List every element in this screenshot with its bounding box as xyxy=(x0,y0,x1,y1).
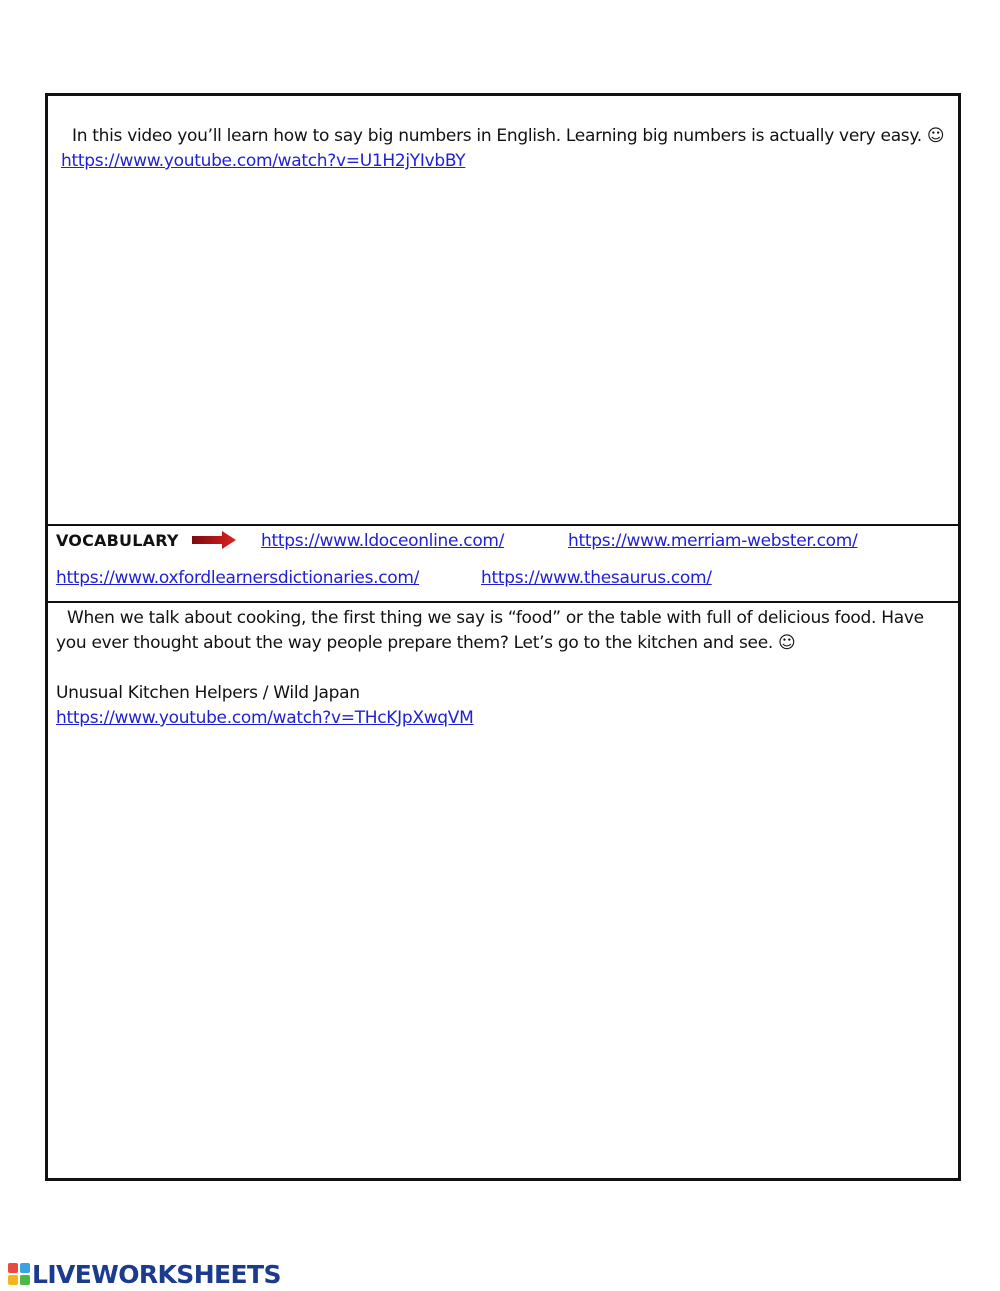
liveworksheets-logo-text: LIVEWORKSHEETS xyxy=(32,1259,281,1289)
vocabulary-label: VOCABULARY xyxy=(56,531,179,550)
cooking-paragraph-line-2: you ever thought about the way people prepare them? Let’s go to the kitchen and see. ☺ xyxy=(56,633,796,653)
cooking-paragraph-line-1: When we talk about cooking, the first thing we say is “food” or the table with full of delicious food. Have xyxy=(67,608,924,628)
thesaurus-link[interactable]: https://www.thesaurus.com/ xyxy=(481,568,712,588)
arrow-right-icon xyxy=(192,530,238,550)
cooking-video-link[interactable]: https://www.youtube.com/watch?v=THcKJpXwqVM xyxy=(56,708,474,728)
numbers-video-section xyxy=(48,96,958,526)
liveworksheets-logo xyxy=(8,1260,281,1288)
cooking-video-title: Unusual Kitchen Helpers / Wild Japan xyxy=(56,683,360,703)
worksheet-frame xyxy=(45,93,961,1181)
merriam-webster-link[interactable]: https://www.merriam-webster.com/ xyxy=(568,531,858,551)
ldoce-link[interactable]: https://www.ldoceonline.com/ xyxy=(261,531,505,551)
numbers-video-link[interactable]: https://www.youtube.com/watch?v=U1H2jYIvbBY xyxy=(61,151,466,171)
vocabulary-section xyxy=(48,526,958,603)
liveworksheets-logo-icon xyxy=(8,1263,30,1285)
cooking-video-section xyxy=(48,603,958,1178)
numbers-intro-text: In this video you’ll learn how to say big numbers in English. Learning big numbers is actually very easy. ☺ xyxy=(72,126,945,146)
oxford-dictionaries-link[interactable]: https://www.oxfordlearnersdictionaries.com/ xyxy=(56,568,420,588)
